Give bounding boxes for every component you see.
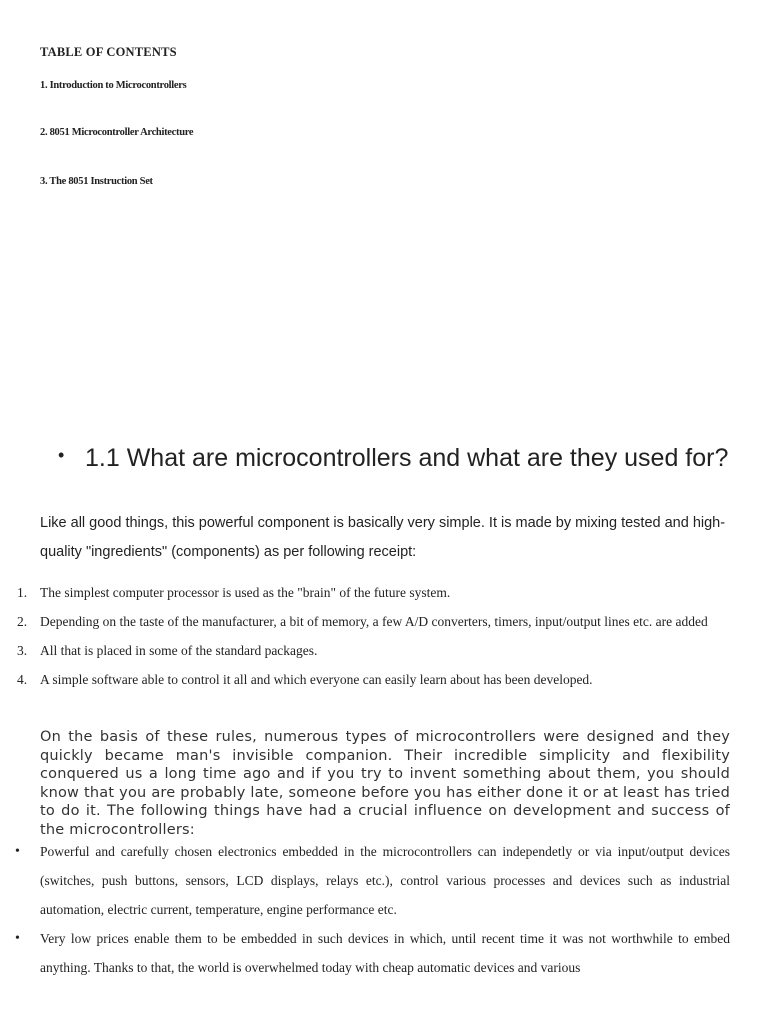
toc-title: TABLE OF CONTENTS [40,45,177,59]
list-number: 3. [17,643,28,658]
list-number: 2. [17,614,28,629]
section-heading [58,443,730,473]
toc-item-1[interactable]: 1. Introduction to Microcontrollers [40,80,187,91]
list-item [0,665,740,694]
list-item-text: All that is placed in some of the standard packages. [40,643,318,658]
numbered-list [0,578,740,694]
bullet-list [0,837,730,982]
list-item-text: Depending on the taste of the manufacturer, a bit of memory, a few A/D converters, timers, input/output lines etc. are added [40,614,708,629]
section-heading-text: 1.1 What are microcontrollers and what are they used for? [85,444,729,472]
list-item-text: Powerful and carefully chosen electronics embedded in the microcontrollers can independetly or via input/output devices (switches, push buttons, sensors, LCD displays, relays etc.), control various processes and devices such as industrial automation, electric current, temperature, engine performance etc. [40,844,730,917]
list-item [0,924,730,982]
toc-item-3[interactable]: 3. The 8051 Instruction Set [40,176,153,187]
list-item [0,837,730,924]
body-paragraph: On the basis of these rules, numerous types of microcontrollers were designed and they quickly became man's invisible companion. Their incredible simplicity and flexibility conquered us a long time ago and if you try to invent something about them, you should know that you are probably late, someone before you has either done it or at least has tried to do it. The following things have had a crucial influence on development and success of the microcontrollers: [40,729,730,838]
list-item-text: A simple software able to control it all and which everyone can easily learn about has been developed. [40,672,593,687]
list-item-text: The simplest computer processor is used as the "brain" of the future system. [40,585,451,600]
toc-item-2[interactable]: 2. 8051 Microcontroller Architecture [40,127,194,138]
list-number: 1. [17,585,28,600]
bullet-icon: • [15,931,20,946]
bullet-icon: • [15,844,20,859]
heading-bullet: • [58,445,65,465]
intro-paragraph: Like all good things, this powerful component is basically very simple. It is made by mixing tested and high- quality "ingredients" (components) as per following receipt: [40,515,726,560]
list-item-text: Very low prices enable them to be embedded in such devices in which, until recent time it was not worthwhile to embed anything. Thanks to that, the world is overwhelmed today with cheap automatic devices and various [40,931,730,975]
list-item [0,636,740,665]
list-item [0,578,740,607]
list-number: 4. [17,672,28,687]
list-item [0,607,740,636]
